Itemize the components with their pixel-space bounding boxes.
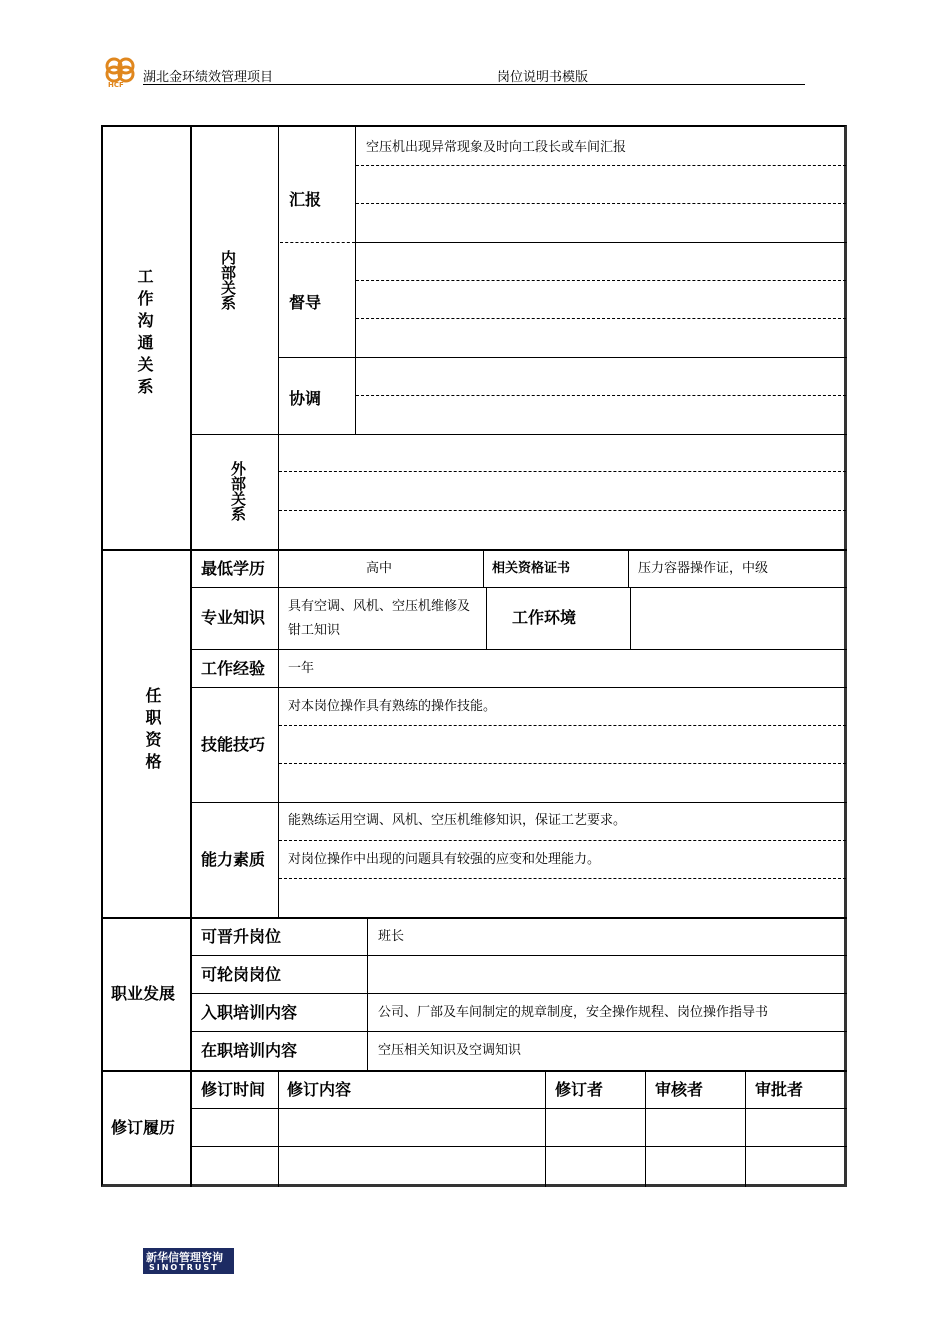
col-auditor: 审核者 (655, 1080, 704, 1099)
supervise-label: 督导 (289, 293, 322, 312)
ability-label: 能力素质 (201, 850, 266, 869)
footer-logo-cn: 新华信管理咨询 (146, 1251, 223, 1264)
onjob-training-label: 在职培训内容 (201, 1041, 298, 1060)
section-qualification: 任职资格 (143, 687, 162, 775)
coordinate-label: 协调 (289, 389, 322, 408)
onjob-training-value: 空压相关知识及空调知识 (378, 1042, 522, 1057)
report-line-1: 空压机出现异常现象及时向工段长或车间汇报 (366, 139, 627, 154)
col-reviser: 修订者 (555, 1080, 604, 1099)
entry-training-value: 公司、厂部及车间制定的规章制度，安全操作规程、岗位操作指导书 (378, 1004, 769, 1019)
ability-line-2: 对岗位操作中出现的问题具有较强的应变和处理能力。 (288, 851, 601, 866)
skills-label: 技能技巧 (201, 735, 266, 754)
experience-value: 一年 (288, 660, 315, 675)
entry-training-label: 入职培训内容 (201, 1003, 298, 1022)
experience-label: 工作经验 (201, 659, 266, 678)
col-revision-content: 修订内容 (287, 1080, 352, 1099)
header-rule (143, 84, 805, 85)
section-career: 职业发展 (111, 984, 176, 1003)
certificate-label: 相关资格证书 (492, 561, 571, 576)
footer-logo-en: SINOTRUST (149, 1263, 219, 1272)
company-logo (100, 54, 140, 90)
section-communication: 工作沟通关系 (135, 268, 154, 400)
external-relations-label: 外部关系 (229, 461, 247, 521)
skills-line-1: 对本岗位操作具有熟练的操作技能。 (288, 698, 497, 713)
ability-line-1: 能熟练运用空调、风机、空压机维修知识，保证工艺要求。 (288, 812, 627, 827)
internal-relations-label: 内部关系 (219, 250, 237, 310)
certificate-value: 压力容器操作证，中级 (638, 560, 769, 575)
education-value: 高中 (366, 560, 393, 575)
header-company: 湖北金环绩效管理项目 (143, 69, 274, 84)
rotation-label: 可轮岗岗位 (201, 965, 282, 984)
knowledge-value: 具有空调、风机、空压机维修及钳工知识 (288, 598, 471, 637)
promotion-label: 可晋升岗位 (201, 927, 282, 946)
col-revision-time: 修订时间 (201, 1080, 266, 1099)
footer-logo (143, 1248, 234, 1274)
environment-label: 工作环境 (512, 608, 577, 627)
report-label: 汇报 (289, 190, 322, 209)
promotion-value: 班长 (378, 928, 405, 943)
education-label: 最低学历 (201, 559, 266, 578)
knowledge-label: 专业知识 (201, 608, 266, 627)
header-doc-title: 岗位说明书模版 (497, 69, 589, 84)
logo-text: HCF (108, 81, 124, 89)
section-revision: 修订履历 (111, 1118, 176, 1137)
col-approver: 审批者 (755, 1080, 804, 1099)
